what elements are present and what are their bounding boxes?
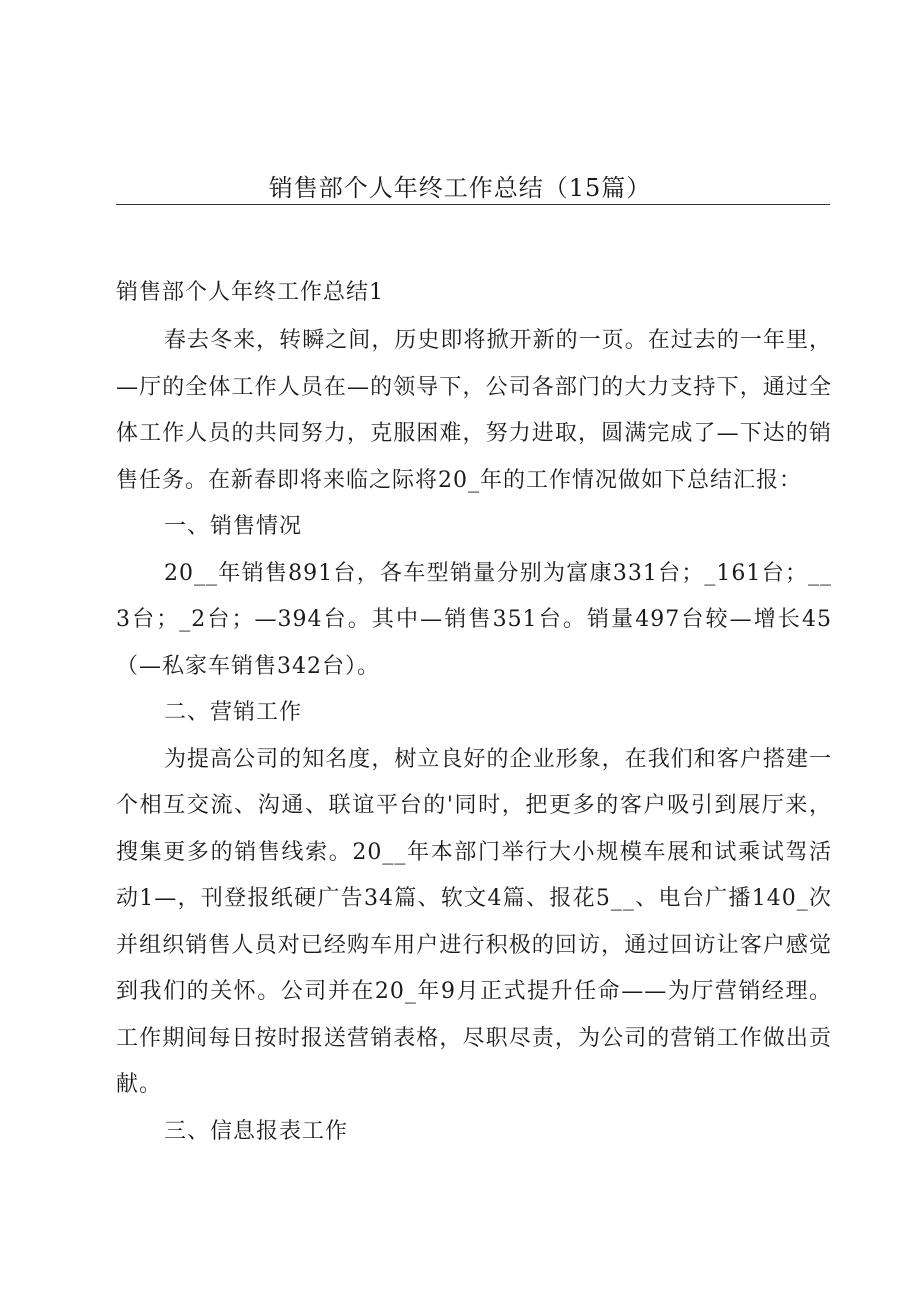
intro-paragraph: 春去冬来，转瞬之间，历史即将掀开新的一页。在过去的一年里，—厅的全体工作人员在—的领导下，公司各部门的大力支持下，通过全体工作人员的共同努力，克服困难，努力进取，圆满完成了—下达的销售任务。在新春即将来临之际将20_年的工作情况做如下总结汇报： (116, 328, 832, 493)
marketing-paragraph: 为提高公司的知名度，树立良好的企业形象，在我们和客户搭建一个相互交流、沟通、联谊平台的'同时，把更多的客户吸引到展厅来，搜集更多的销售线索。20__年本部门举行大小规模车展和试乘试驾活动1—，刊登报纸硬广告34篇、软文4篇、报花5__、电台广播140_次并组织销售人员对已经购车用户进行积极的回访，通过回访让客户感觉到我们的关怀。公司并在20_年9月正式提升任命——为厅营销经理。工作期间每日按时报送营销表格，尽职尽责，为公司的营销工作做出贡献。 (116, 746, 832, 1097)
sales-paragraph: 20__年销售891台，各车型销量分别为富康331台；_161台；__3台；_2台；—394台。其中—销售351台。销量497台较—增长45（—私家车销售342台）。 (116, 560, 832, 679)
document-title: 销售部个人年终工作总结（15篇） (268, 174, 652, 202)
section-heading-reports: 三、信息报表工作 (164, 1118, 349, 1144)
section-heading-sales: 一、销售情况 (164, 514, 303, 539)
document-body (116, 270, 832, 1155)
section-heading-marketing: 二、营销工作 (164, 700, 303, 725)
title-underline (116, 204, 830, 205)
section-subtitle: 销售部个人年终工作总结1 (116, 280, 384, 305)
